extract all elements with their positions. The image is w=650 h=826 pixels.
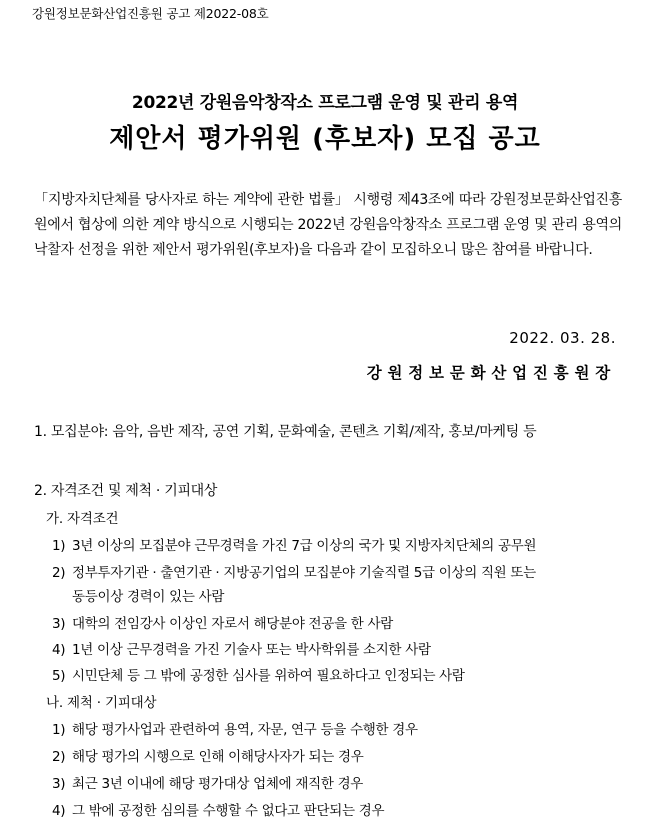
exclusion-item <box>52 745 364 765</box>
item-text: 시민단체 등 그 밖에 공정한 심사를 위하여 필요하다고 인정되는 사람 <box>72 668 465 684</box>
item-text: 정부투자기관 · 출연기관 · 지방공기업의 모집분야 기술직렬 5급 이상의 직원 또는 <box>72 565 536 581</box>
subsection-exclusion-label: 나. 제척 · 기피대상 <box>46 695 157 711</box>
exclusion-item <box>52 718 418 738</box>
item-text: 최근 3년 이내에 해당 평가대상 업체에 재직한 경우 <box>72 776 364 792</box>
item-number: 1) <box>52 538 66 554</box>
qualification-item <box>52 561 536 581</box>
qualification-item <box>52 612 393 632</box>
page-title: 제안서 평가위원 (후보자) 모집 공고 <box>109 124 541 154</box>
item-text: 그 밖에 공정한 심의를 수행할 수 없다고 판단되는 경우 <box>72 803 385 819</box>
qualification-item <box>52 534 536 554</box>
item-text: 3년 이상의 모집분야 근무경력을 가진 7급 이상의 국가 및 지방자치단체의 공무원 <box>72 538 537 554</box>
item-number: 5) <box>52 668 66 684</box>
title-subheading: 2022년 강원음악창작소 프로그램 운영 및 관리 용역 <box>131 93 519 113</box>
item-text: 대학의 전임강사 이상인 자로서 해당분야 전공을 한 사람 <box>72 616 393 632</box>
item-text: 해당 평가의 시행으로 인해 이해당사자가 되는 경우 <box>72 749 364 765</box>
section-1-recruitment-fields: 1. 모집분야: 음악, 음반 제작, 공연 기획, 문화예술, 콘텐츠 기획/제작, 홍보/마케팅 등 <box>34 424 537 440</box>
notice-date: 2022. 03. 28. <box>509 329 616 347</box>
item-text: 해당 평가사업과 관련하여 용역, 자문, 연구 등을 수행한 경우 <box>72 722 418 738</box>
item-number: 1) <box>52 722 66 738</box>
notice-number: 강원정보문화산업진흥원 공고 제2022-08호 <box>32 6 269 21</box>
exclusion-item <box>52 772 363 792</box>
subsection-qualifications-label: 가. 자격조건 <box>46 511 119 527</box>
item-number: 3) <box>52 776 66 792</box>
item-number: 2) <box>52 749 66 765</box>
section-2-heading: 2. 자격조건 및 제척 · 기피대상 <box>34 483 218 499</box>
item-text: 1년 이상 근무경력을 가진 기술사 또는 박사학위를 소지한 사람 <box>72 642 431 658</box>
exclusion-item <box>52 799 384 819</box>
qualification-item-continuation: 동등이상 경력이 있는 사람 <box>72 589 225 605</box>
qualification-item <box>52 664 465 684</box>
qualification-item <box>52 638 431 658</box>
item-number: 4) <box>52 803 66 819</box>
organization-signature: 강원정보문화산업진흥원장 <box>366 364 616 382</box>
item-number: 2) <box>52 565 66 581</box>
item-number: 3) <box>52 616 66 632</box>
intro-paragraph: 「지방자치단체를 당사자로 하는 계약에 관한 법률」 시행령 제43조에 따라 강원정보문화산업진흥원에서 협상에 의한 계약 방식으로 시행되는 2022년 강원음악창작소 프로그램 운영 및 관리 용역의 낙찰자 선정을 위한 제안서 평가위원(후보자)을 다음과 같이 모집하오니 많은 참여를 바랍니다. <box>34 192 622 258</box>
item-number: 4) <box>52 642 66 658</box>
